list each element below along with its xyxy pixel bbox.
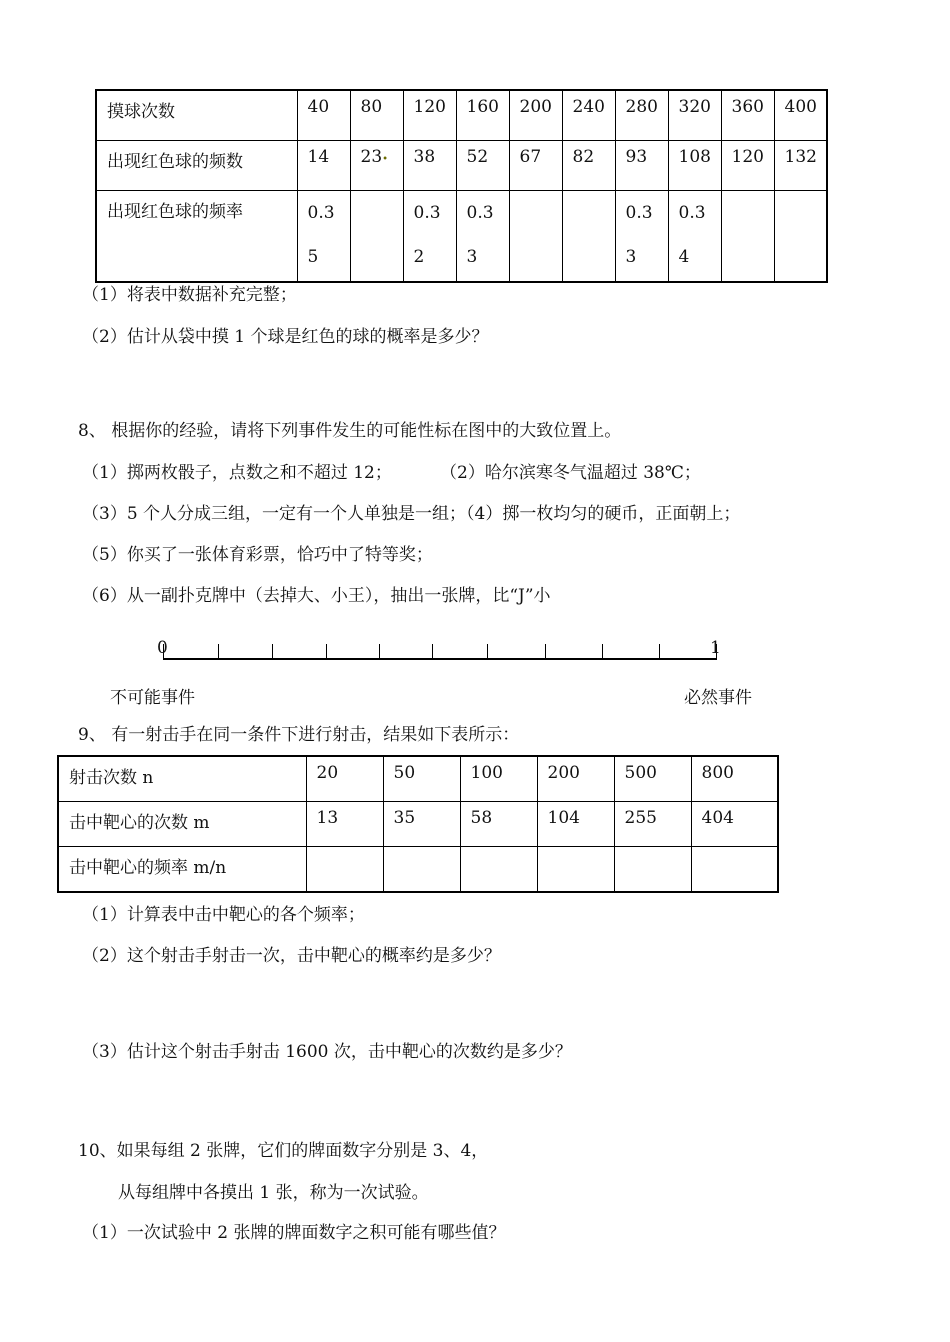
table-cell: 80	[350, 90, 403, 141]
table-cell: 20	[306, 756, 383, 802]
axis-label-start: 0	[157, 638, 168, 658]
table-cell: 200	[509, 90, 562, 141]
axis-tick	[545, 644, 546, 658]
table-cell: 35	[383, 802, 460, 847]
table-cell: 82	[562, 141, 615, 191]
table-cell: 360	[721, 90, 774, 141]
table-row	[96, 191, 827, 283]
table-cell: 240	[562, 90, 615, 141]
table-cell: 100	[460, 756, 537, 802]
row-label: 击中靶心的次数 m	[58, 802, 306, 847]
axis-tick	[326, 644, 327, 658]
table-cell: 800	[691, 756, 778, 802]
axis-line	[163, 658, 717, 660]
row-label: 出现红色球的频数	[96, 141, 297, 191]
table-cell	[562, 191, 615, 283]
table-cell: 38	[403, 141, 456, 191]
table-cell: 58	[460, 802, 537, 847]
table-cell: 160	[456, 90, 509, 141]
table-cell: 400	[774, 90, 827, 141]
table-cell: 50	[383, 756, 460, 802]
table-cell: 52	[456, 141, 509, 191]
cell-value: 23	[360, 147, 383, 167]
row-label: 出现红色球的频率	[96, 191, 297, 283]
q9-sub-2: （2）这个射击手射击一次，击中靶心的概率约是多少？	[82, 946, 501, 966]
table-cell	[383, 847, 460, 893]
q7-sub-1: （1）将表中数据补充完整；	[82, 285, 297, 305]
table-cell	[537, 847, 614, 893]
table-cell: 280	[615, 90, 668, 141]
table-cell: 0.3 5	[297, 191, 350, 283]
q8-line-3: （5）你买了一张体育彩票，恰巧中了特等奖；	[82, 545, 433, 565]
table-row	[58, 802, 778, 847]
q7-table	[95, 89, 828, 283]
table-cell	[614, 847, 691, 893]
table-cell: 200	[537, 756, 614, 802]
axis-tick	[602, 644, 603, 658]
table-cell: 108	[668, 141, 721, 191]
q9-title: 9、 有一射击手在同一条件下进行射击，结果如下表所示：	[78, 725, 520, 745]
table-cell	[774, 191, 827, 283]
q8-line-1a: （1）掷两枚骰子，点数之和不超过 12；	[82, 463, 392, 483]
dot-mark: •	[382, 154, 389, 165]
table-row	[58, 847, 778, 893]
table-cell: 0.3 3	[456, 191, 509, 283]
q8-line-1b: （2）哈尔滨寒冬气温超过 38℃；	[440, 463, 701, 483]
table-cell: 500	[614, 756, 691, 802]
row-label: 射击次数 n	[58, 756, 306, 802]
table-cell: 120	[721, 141, 774, 191]
table-cell: 0.3 4	[668, 191, 721, 283]
table-cell: 404	[691, 802, 778, 847]
table-cell: 14	[297, 141, 350, 191]
table-cell	[691, 847, 778, 893]
table-cell	[350, 191, 403, 283]
table-cell	[509, 191, 562, 283]
axis-tick	[487, 644, 488, 658]
table-cell: 255	[614, 802, 691, 847]
axis-tick	[379, 644, 380, 658]
table-row	[96, 90, 827, 141]
q10-title: 10、如果每组 2 张牌，它们的牌面数字分别是 3、4，	[78, 1141, 489, 1161]
row-label: 摸球次数	[96, 90, 297, 141]
table-cell: 104	[537, 802, 614, 847]
table-cell: 13	[306, 802, 383, 847]
axis-tick	[659, 644, 660, 658]
q8-line-4: （6）从一副扑克牌中（去掉大、小王），抽出一张牌，比“J”小	[82, 586, 551, 606]
q8-line-2: （3）5 个人分成三组，一定有一个人单独是一组；（4）掷一枚均匀的硬币，正面朝上；	[82, 504, 741, 524]
table-cell	[460, 847, 537, 893]
table-cell: 0.3 3	[615, 191, 668, 283]
table-cell: 0.3 2	[403, 191, 456, 283]
table-cell: 67	[509, 141, 562, 191]
table-cell	[306, 847, 383, 893]
axis-tick	[432, 644, 433, 658]
table-cell	[721, 191, 774, 283]
q9-sub-1: （1）计算表中击中靶心的各个频率；	[82, 905, 365, 925]
label-certain-event: 必然事件	[684, 688, 752, 708]
q9-table	[57, 755, 779, 893]
q9-sub-3: （3）估计这个射击手射击 1600 次，击中靶心的次数约是多少？	[82, 1042, 572, 1062]
table-row	[58, 756, 778, 802]
axis-label-end: 1	[710, 638, 721, 658]
table-row	[96, 141, 827, 191]
row-label: 击中靶心的频率 m/n	[58, 847, 306, 893]
table-cell: 120	[403, 90, 456, 141]
axis-tick	[218, 644, 219, 658]
table-cell: 93	[615, 141, 668, 191]
table-cell: 40	[297, 90, 350, 141]
q7-sub-2: （2）估计从袋中摸 1 个球是红色的球的概率是多少？	[82, 327, 489, 347]
q8-title: 8、 根据你的经验，请将下列事件发生的可能性标在图中的大致位置上。	[78, 421, 622, 441]
q10-sub-1: （1）一次试验中 2 张牌的牌面数字之积可能有哪些值？	[82, 1223, 506, 1243]
table-cell: 320	[668, 90, 721, 141]
table-cell: 132	[774, 141, 827, 191]
q10-line-2: 从每组牌中各摸出 1 张，称为一次试验。	[118, 1183, 429, 1203]
label-impossible-event: 不可能事件	[110, 688, 195, 708]
table-cell	[350, 141, 403, 191]
axis-tick	[272, 644, 273, 658]
